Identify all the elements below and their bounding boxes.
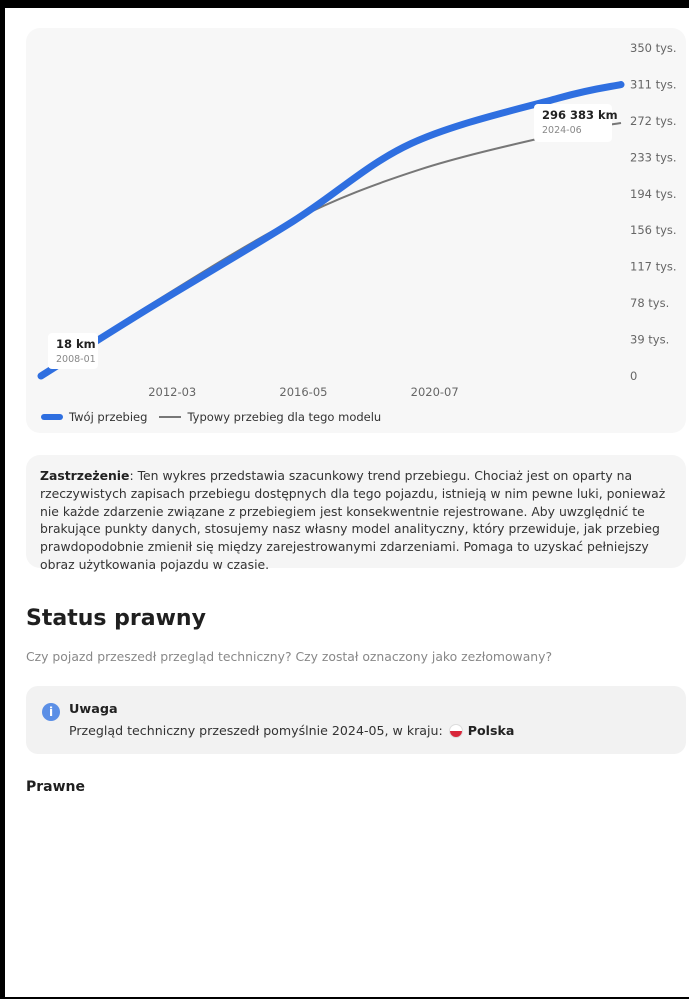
- alert-title: Uwaga: [69, 702, 118, 717]
- disclaimer-text: : Ten wykres przedstawia szacunkowy trend przebiegu. Chociaż jest on oparty na rzeczywistych zapisach przebiegu dostępnych dla tego pojazdu, istnieją w nim pewne luki, ponieważ nie każde zdarzenie związane z przebiegiem jest konsekwentnie rejestrowane. Aby uwzględnić te brakujące punkty danych, stosujemy nasz własny model analityczny, który przewiduje, jak przebieg prawdopodobnie zmienił się między zarejestrowanymi zdarzeniami. Pomaga to uzyskać pełniejszy obraz użytkowania pojazdu w czasie.: [40, 468, 666, 572]
- alert-country: Polska: [467, 723, 515, 738]
- mileage-chart-card: [26, 28, 686, 433]
- y-tick-label: 78 tys.: [630, 296, 670, 311]
- x-tick-label: 2020-07: [410, 385, 459, 399]
- x-tick-label: 2016-05: [279, 385, 328, 399]
- info-icon: i: [42, 703, 60, 721]
- y-tick-label: 272 tys.: [630, 113, 677, 128]
- annotation-date: 2008-01: [56, 354, 96, 365]
- series-line-typical: [41, 123, 621, 376]
- chart-legend: [41, 410, 381, 424]
- y-tick-label: 350 tys.: [630, 41, 677, 55]
- y-tick-label: 39 tys.: [630, 332, 670, 347]
- inspection-alert: [26, 686, 686, 754]
- legal-subsection-heading: Prawne: [26, 779, 86, 795]
- disclaimer-box: [26, 455, 686, 572]
- legend-label-own: Twój przebieg: [69, 410, 148, 424]
- legend-swatch-typical: [159, 416, 181, 418]
- legal-status-heading: Status prawny: [26, 606, 206, 631]
- legend-label-typical: Typowy przebieg dla tego modelu: [187, 410, 382, 424]
- y-tick-label: 156 tys.: [630, 223, 677, 238]
- y-tick-label: 311 tys.: [630, 77, 677, 92]
- disclaimer-label: Zastrzeżenie: [40, 468, 130, 483]
- y-tick-label: 117 tys.: [630, 259, 677, 274]
- x-tick-label: 2012-03: [148, 385, 197, 399]
- annotation-value: 296 383 km: [542, 108, 618, 122]
- annotation-value: 18 km: [56, 337, 96, 351]
- page: [5, 8, 689, 997]
- y-tick-label: 194 tys.: [630, 186, 677, 201]
- alert-message: Przegląd techniczny przeszedł pomyślnie 2024-05, w kraju:: [69, 723, 443, 738]
- legend-swatch-own: [41, 414, 63, 420]
- y-tick-label: 0: [630, 369, 638, 383]
- y-tick-label: 233 tys.: [630, 150, 677, 165]
- alert-message-row: [69, 723, 514, 738]
- annotation-date: 2024-06: [542, 125, 582, 136]
- mileage-chart: [26, 28, 686, 433]
- poland-flag-icon: [449, 724, 463, 738]
- legal-status-subtitle: Czy pojazd przeszedł przegląd techniczny? Czy został oznaczony jako zezłomowany?: [26, 649, 553, 664]
